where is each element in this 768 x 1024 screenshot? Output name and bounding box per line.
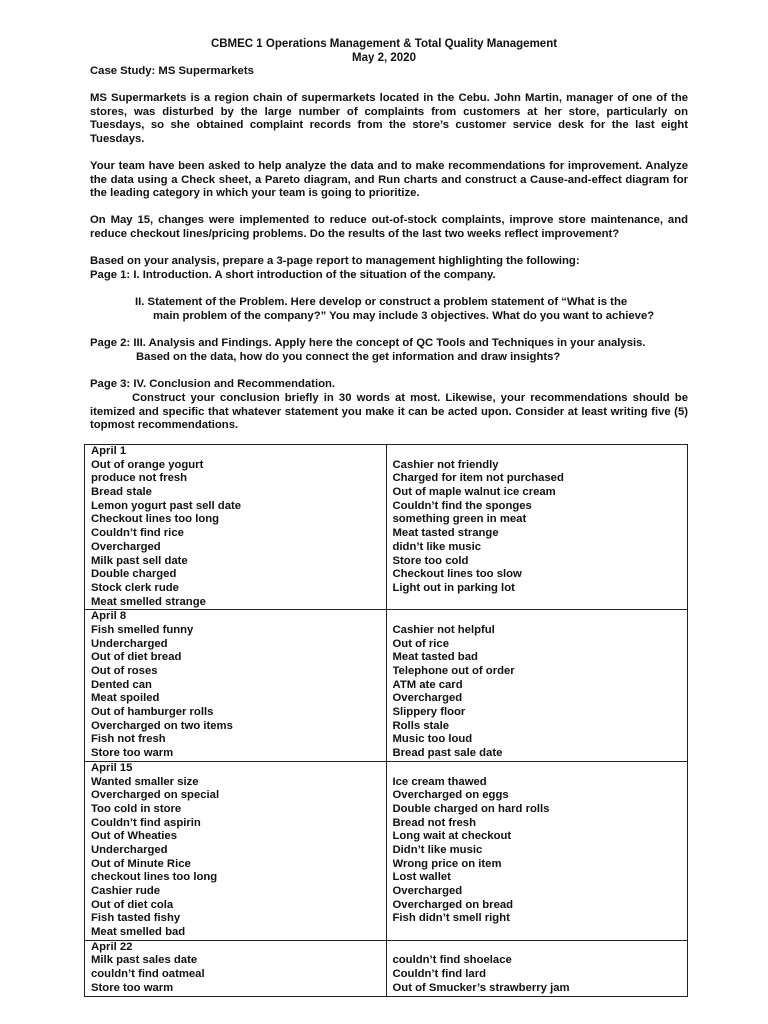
complaint-item: produce not fresh [91, 472, 188, 485]
report-page2-line1: Page 2: III. Analysis and Findings. Apply here the concept of QC Tools and Techniques in your analysis. [90, 337, 646, 349]
complaint-item: Bread not fresh [392, 816, 476, 829]
complaint-item: Couldn’t find aspirin [91, 816, 201, 829]
complaint-item: couldn’t find oatmeal [91, 968, 205, 981]
paragraph-task: Your team have been asked to help analyze the data and to make recommendations for improvement. Analyze the data using a Check sheet, a Pareto diagram, and Run charts and construct a Cause-and-effect diagram for the leading category in which your team is going to prioritize. [90, 160, 688, 200]
problem-statement-line2: main problem of the company?” You may include 3 objectives. What do you want to achieve? [153, 310, 655, 322]
week-label: April 1 [91, 445, 127, 457]
complaint-item: Light out in parking lot [392, 581, 515, 594]
complaint-item: Fish smelled funny [91, 623, 194, 636]
complaint-item: Ice cream thawed [392, 775, 487, 788]
complaint-item: Couldn’t find rice [91, 527, 184, 540]
complaints-table [84, 444, 688, 997]
complaint-item: Meat tasted bad [392, 651, 478, 664]
report-page2-line2: Based on the data, how do you connect the get information and draw insights? [136, 351, 561, 363]
spacer [393, 762, 688, 776]
complaint-item: Overcharged [392, 885, 463, 897]
complaint-item: Rolls stale [392, 719, 450, 732]
complaint-item: Lemon yogurt past sell date [91, 499, 242, 512]
complaint-item: Long wait at checkout [392, 830, 512, 843]
complaint-item: Store too warm [91, 981, 174, 994]
week-right-cell [386, 610, 688, 762]
week-row [85, 445, 688, 610]
paragraph-intro: MS Supermarkets is a region chain of supermarkets located in the Cebu. John Martin, manager of one of the stores, was disturbed by the large number of complaints from customers at her store, particularly on Tuesdays, so she obtained complaint records from the store’s customer service desk for the last eight Tuesdays. [90, 92, 688, 146]
complaint-item: Double charged on hard rolls [392, 802, 550, 815]
complaint-item: Milk past sales date [91, 954, 198, 967]
spacer [393, 941, 688, 955]
week-row [85, 610, 688, 762]
complaint-item: Meat spoiled [91, 692, 160, 705]
complaint-item: Store too warm [91, 747, 174, 760]
complaint-item: checkout lines too long [91, 871, 218, 884]
complaint-item: didn’t like music [392, 540, 482, 553]
week-left-cell [85, 610, 387, 762]
complaint-item: Out of roses [91, 665, 158, 677]
complaint-item: Out of Wheaties [91, 830, 177, 843]
complaint-item: Stock clerk rude [91, 581, 179, 594]
week-label: April 15 [91, 761, 133, 774]
week-label: April 22 [91, 940, 133, 953]
complaint-item: Out of diet cola [91, 898, 174, 911]
complaint-item: Out of Smucker’s strawberry jam [392, 981, 570, 994]
complaint-item: Lost wallet [392, 871, 451, 884]
complaint-item: Undercharged [91, 843, 168, 856]
week-row [85, 761, 688, 940]
complaint-item: ATM ate card [392, 678, 463, 691]
week-row [85, 940, 688, 996]
complaint-item: Out of diet bread [91, 651, 182, 664]
complaint-item: Bread stale [91, 486, 152, 499]
week-left-cell [85, 445, 387, 610]
week-right-cell [386, 940, 688, 996]
complaint-item: Fish not fresh [91, 733, 166, 746]
complaint-item: Milk past sell date [91, 554, 188, 567]
complaint-item: Overcharged [91, 540, 161, 553]
report-page3-heading: Page 3: IV. Conclusion and Recommendation. [90, 378, 336, 390]
complaint-item: Fish didn’t smell right [392, 912, 510, 925]
complaint-item: Out of rice [392, 637, 449, 650]
complaint-item: Music too loud [392, 733, 473, 746]
complaint-item: Meat smelled strange [91, 595, 206, 608]
complaint-item: Fish tasted fishy [91, 912, 181, 925]
report-page3-body: Construct your conclusion briefly in 30 words at most. Likewise, your recommendations should be itemized and specific that whatever statement you make it can be acted upon. Consider at least writing five (5) topmost recommendations. [90, 392, 688, 432]
week-left-cell [85, 761, 387, 940]
complaint-item: Cashier not friendly [392, 458, 499, 471]
complaint-item: Couldn’t find the sponges [392, 499, 532, 512]
complaint-item: Telephone out of order [392, 665, 515, 677]
complaint-item: Wrong price on item [392, 857, 502, 870]
week-left-cell [85, 940, 387, 996]
complaint-item: Charged for item not purchased [392, 472, 564, 485]
complaint-item: Bread past sale date [392, 747, 503, 760]
document-date: May 2, 2020 [352, 52, 416, 64]
week-right-cell [386, 445, 688, 610]
complaint-item: Out of hamburger rolls [91, 706, 214, 719]
complaint-item: Couldn’t find lard [392, 968, 486, 981]
case-title: Case Study: MS Supermarkets [90, 65, 254, 77]
course-title: CBMEC 1 Operations Management & Total Quality Management [210, 38, 558, 50]
complaint-item: Too cold in store [91, 802, 182, 815]
complaint-item: Meat tasted strange [392, 527, 499, 540]
complaint-item: Wanted smaller size [91, 775, 199, 788]
spacer [393, 445, 688, 459]
complaint-item: Overcharged [392, 692, 463, 705]
complaint-item: Out of Minute Rice [91, 857, 191, 870]
complaint-item: Overcharged on eggs [392, 789, 509, 802]
complaint-item: Out of orange yogurt [91, 458, 204, 471]
complaint-item: couldn’t find shoelace [392, 954, 512, 967]
report-instructions: Based on your analysis, prepare a 3-page report to management highlighting the following: [90, 255, 580, 267]
paragraph-changes: On May 15, changes were implemented to reduce out-of-stock complaints, improve store maintenance, and reduce checkout lines/pricing problems. Do the results of the last two weeks reflect improvement? [90, 214, 688, 240]
complaint-item: Slippery floor [392, 706, 466, 719]
complaint-item: Out of maple walnut ice cream [392, 486, 556, 499]
problem-statement-line1: II. Statement of the Problem. Here develop or construct a problem statement of “What is the [135, 296, 628, 308]
complaint-item: Cashier not helpful [392, 623, 495, 636]
complaint-item: Didn’t like music [392, 843, 483, 856]
week-right-cell [386, 761, 688, 940]
complaint-item: Meat smelled bad [91, 926, 186, 939]
complaint-item: something green in meat [392, 513, 527, 526]
complaint-item: Checkout lines too long [91, 513, 220, 526]
complaint-item: Cashier rude [91, 885, 161, 897]
complaint-item: Overcharged on two items [91, 719, 233, 732]
complaint-item: Dented can [91, 678, 152, 691]
complaint-item: Double charged [91, 568, 177, 581]
complaint-item: Overcharged on bread [392, 898, 514, 911]
report-page1: Page 1: I. Introduction. A short introduction of the situation of the company. [90, 269, 496, 281]
complaint-item: Store too cold [392, 554, 469, 567]
spacer [393, 610, 688, 624]
complaint-item: Checkout lines too slow [392, 568, 522, 581]
complaint-item: Undercharged [91, 637, 168, 650]
complaint-item: Overcharged on special [91, 789, 220, 802]
week-label: April 8 [91, 610, 127, 623]
